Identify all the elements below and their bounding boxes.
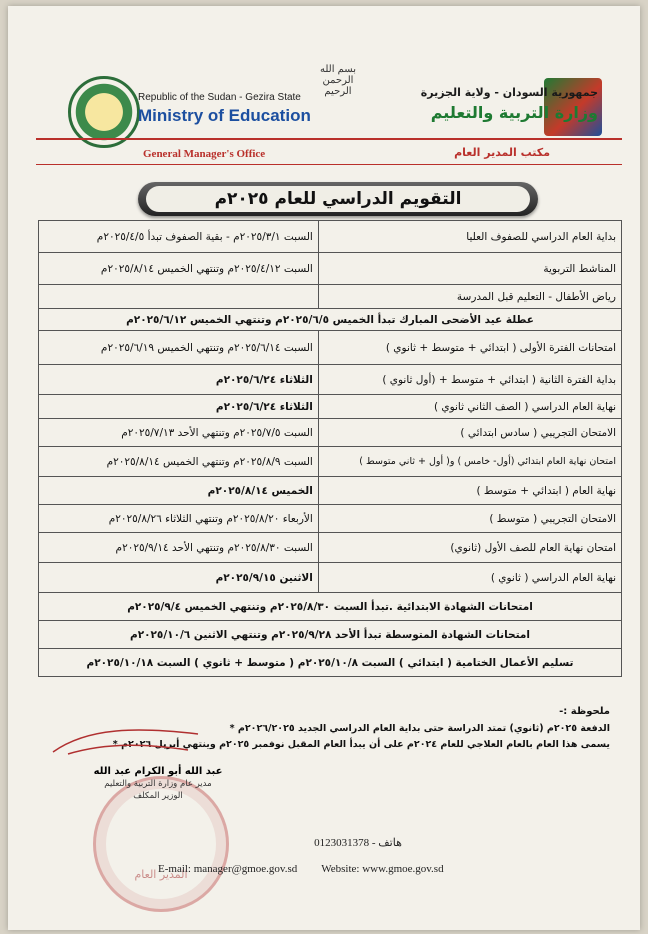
table-row [39,253,622,285]
signatory-name: عبد الله أبو الكرام عبد الله [93,766,223,777]
row-full: امتحانات الشهادة المتوسطة تبدأ الأحد ٢٠٢٥/٩/٢٨م وتنتهي الاثنين ٢٠٢٥/١٠/٦م [39,621,622,649]
row-value: السبت ٢٠٢٥/٨/٩م وتنتهي الخميس ٢٠٢٥/٨/١٤م [39,447,319,477]
table-row [39,331,622,365]
row-label: الامتحان التجريبي ( سادس ابتدائي ) [318,419,621,447]
calendar-table [38,220,622,677]
table-row [39,477,622,505]
table-row [39,505,622,533]
signature-scribble [48,722,208,762]
row-value: الثلاثاء ٢٠٢٥/٦/٢٤م [39,365,319,395]
email-address[interactable]: E-mail: manager@gmoe.gov.sd [158,863,298,875]
signatory-title: مدير عام وزارة التربية والتعليم [104,779,212,789]
table-row [39,419,622,447]
header-rule [36,138,622,140]
row-value: السبت ٢٠٢٥/٧/٥م وتنتهي الأحد ٢٠٢٥/٧/١٣م [39,419,319,447]
row-value: الاثنين ٢٠٢٥/٩/١٥م [39,563,319,593]
header-rule-lower [36,164,622,165]
stamp-text: المدير العام [134,868,188,881]
row-full: تسليم الأعمال الختامية ( ابتدائي ) السبت ٢٠٢٥/١٠/٨م ( متوسط + ثانوي ) السبت ٢٠٢٥/١٠/١٨م [39,649,622,677]
page-title: التقويم الدراسي للعام ٢٠٢٥م [214,189,462,209]
note-item: يسمى هذا العام بالعام العلاجي للعام ٢٠٢٤م على أن يبدأ العام المقبل نوفمبر ٢٠٢٥م وينتهي أبريل ٢٠٢٦م * [112,739,610,750]
row-value: السبت ٢٠٢٥/٨/٣٠م وتنتهي الأحد ٢٠٢٥/٩/١٤م [39,533,319,563]
notes-title: ملحوظة :- [559,706,610,717]
contact-footer [158,836,558,875]
note-item: الدفعة ٢٠٢٥م (ثانوي) تمتد الدراسة حتى بداية العام الدراسي الجديد ٢٠٢٦/٢٠٢٥م * [229,723,610,734]
office-ar: مكتب المدير العام [454,146,550,159]
row-value: السبت ٢٠٢٥/٣/١م - بقية الصفوف تبدأ ٢٠٢٥/٤/٥م [39,221,319,253]
signature-block [78,766,238,801]
website-link[interactable]: Website: www.gmoe.gov.sd [321,863,444,875]
row-full: امتحانات الشهادة الابتدائية .تبدأ السبت ٢٠٢٥/٨/٣٠م وتنتهي الخميس ٢٠٢٥/٩/٤م [39,593,622,621]
row-label: الامتحان التجريبي ( متوسط ) [318,505,621,533]
table-row [39,365,622,395]
header-arabic [358,86,598,122]
row-value: الخميس ٢٠٢٥/٨/١٤م [39,477,319,505]
row-value: الثلاثاء ٢٠٢٥/٦/٢٤م [39,395,319,419]
document-page [8,6,640,930]
row-value [39,285,319,309]
row-label: امتحانات الفترة الأولى ( ابتدائي + متوسط + ثانوي ) [318,331,621,365]
row-label: نهاية العام الدراسي ( الصف الثاني ثانوي ) [318,395,621,419]
row-full: عطلة عيد الأضحى المبارك تبدأ الخميس ٢٠٢٥/٦/٥م وتنتهي الخميس ٢٠٢٥/٦/١٢م [39,309,622,331]
republic-ar: جمهورية السودان - ولاية الجزيرة [420,86,598,99]
title-banner [138,182,538,216]
row-label: المناشط التربوية [318,253,621,285]
table-row [39,221,622,253]
table-row [39,533,622,563]
phone-number: 0123031378 - هاتف [314,837,402,849]
table-row [39,447,622,477]
table-row [39,621,622,649]
table-row [39,309,622,331]
basmala: بسم الله الرحمن الرحيم [319,64,357,97]
office-en: General Manager's Office [143,148,266,160]
ministry-en: Ministry of Education [138,106,311,125]
row-label: بداية الفترة الثانية ( ابتدائي + متوسط + (أول ثانوي ) [318,365,621,395]
header-english [138,92,338,126]
signatory-role: الوزير المكلف [133,791,183,801]
row-label: رياض الأطفال - التعليم قبل المدرسة [318,285,621,309]
row-label: امتحان نهاية العام للصف الأول (ثانوي) [318,533,621,563]
row-value: السبت ٢٠٢٥/٦/١٤م وتنتهي الخميس ٢٠٢٥/٦/١٩م [39,331,319,365]
table-row [39,395,622,419]
table-row [39,593,622,621]
ministry-ar: وزارة التربية والتعليم [430,103,598,122]
row-label: امتحان نهاية العام ابتدائي (أول- خامس ) و( أول + ثاني متوسط ) [318,447,621,477]
table-row [39,563,622,593]
row-value: السبت ٢٠٢٥/٤/١٢م وتنتهي الخميس ٢٠٢٥/٨/١٤م [39,253,319,285]
row-value: الأربعاء ٢٠٢٥/٨/٢٠م وتنتهي الثلاثاء ٢٠٢٥/٨/٢٦م [39,505,319,533]
row-label: نهاية العام ( ابتدائي + متوسط ) [318,477,621,505]
republic-en: Republic of the Sudan - Gezira State [138,92,301,103]
row-label: نهاية العام الدراسي ( ثانوي ) [318,563,621,593]
table-row [39,285,622,309]
row-label: بداية العام الدراسي للصفوف العليا [318,221,621,253]
table-row [39,649,622,677]
